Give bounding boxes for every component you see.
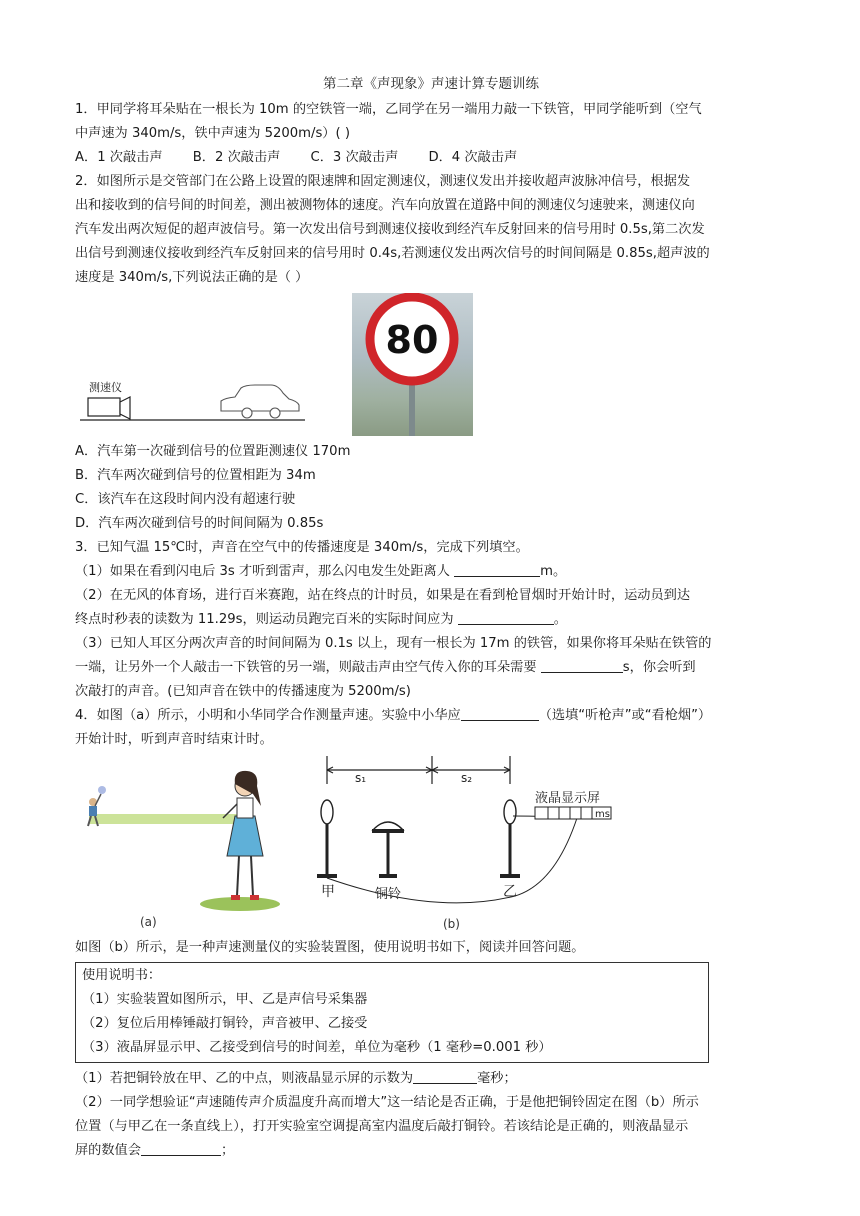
q2-option-d: D．汽车两次碰到信号的时间间隔为 0.85s xyxy=(75,516,324,531)
q3-blank-2[interactable] xyxy=(458,610,554,625)
worksheet xyxy=(75,72,787,1163)
q2-figure xyxy=(75,293,787,438)
q2-stem-line3: 汽车发出两次短促的超声波信号。第一次发出信号到测速仪接收到经汽车反射回来的信号用时 0.5s,第二次发 xyxy=(75,222,705,237)
q1-option-d: D．4 次敲击声 xyxy=(428,150,518,165)
q4-figures xyxy=(75,756,787,934)
q3-blank-1[interactable] xyxy=(454,562,540,577)
figure-a-runners xyxy=(75,756,290,934)
q1-option-a: A．1 次敲击声 xyxy=(75,150,163,165)
manual-item-1: （1）实验装置如图所示，甲、乙是声信号采集器 xyxy=(82,992,368,1007)
q3-sub1: （1）如果在看到闪电后 3s 才听到雷声，那么闪电发生处距离人 m。 xyxy=(75,564,567,579)
car-icon xyxy=(221,385,299,418)
collector-jia xyxy=(317,800,337,878)
bell-icon xyxy=(372,822,404,878)
manual-title: 使用说明书： xyxy=(82,968,162,983)
manual-item-2: （2）复位后用棒锤敲打铜铃，声音被甲、乙接受 xyxy=(82,1016,368,1031)
q2-stem-line5: 速度是 340m/s,下列说法正确的是（ ） xyxy=(75,270,309,285)
q1-options xyxy=(75,146,787,170)
q3-sub3-line2: 一端，让另外一个人敲击一下铁管的另一端，则敲击声由空气传入你的耳朵需要 s，你会听到 xyxy=(75,660,696,675)
q4-blank-2[interactable] xyxy=(413,1069,477,1084)
speed-limit-sign-photo xyxy=(352,293,473,436)
q4-blank-3[interactable] xyxy=(141,1141,221,1156)
q2-option-a: A．汽车第一次碰到信号的位置距测速仪 170m xyxy=(75,444,351,459)
figure-b-apparatus xyxy=(315,756,635,934)
instruction-manual-box xyxy=(75,962,709,1063)
q4-stem-line2: 开始计时，听到声音时结束计时。 xyxy=(75,732,273,747)
q2-stem-line2: 出和接收到的信号间的时间差，测出被测物体的速度。汽车向放置在道路中间的测速仪匀速驶来，测速仪向 xyxy=(75,198,695,213)
page-title: 第二章《声现象》声速计算专题训练 xyxy=(323,76,539,92)
q4-sub2-line3: 屏的数值会 ； xyxy=(75,1143,235,1158)
collector-jia-label: 甲 xyxy=(321,884,335,900)
q3-sub3-line3: 次敲打的声音。(已知声音在铁中的传播速度为 5200m/s) xyxy=(75,684,411,699)
q1-option-b: B．2 次敲击声 xyxy=(192,150,281,165)
q3-sub2-line1: （2）在无风的体育场，进行百米赛跑，站在终点的计时员，如果是在看到枪冒烟时开始计时，运动员到达 xyxy=(75,588,691,603)
q3-blank-3[interactable] xyxy=(541,658,623,673)
collector-yi xyxy=(500,800,520,878)
collector-yi-label: 乙 xyxy=(503,884,517,900)
speed-camera-label: 测速仪 xyxy=(89,381,122,394)
q1-stem-line1: 1．甲同学将耳朵贴在一根长为 10m 的空铁管一端，乙同学在另一端用力敲一下铁管，甲同学能听到（空气 xyxy=(75,102,702,117)
q4-blank-1[interactable] xyxy=(461,706,539,721)
q2-stem-line1: 2．如图所示是交管部门在公路上设置的限速牌和固定测速仪，测速仪发出并接收超声波脉冲信号，根据发 xyxy=(75,174,691,189)
timer-girl-figure xyxy=(223,771,263,900)
q3-sub2-line2: 终点时秒表的读数为 11.29s，则运动员跑完百米的实际时间应为 。 xyxy=(75,612,567,627)
q4-stem-line1: 4．如图（a）所示，小明和小华同学合作测量声速。实验中小华应 （选填“听枪声”或“看枪烟”） xyxy=(75,708,712,723)
q2-option-b: B．汽车两次碰到信号的位置相距为 34m xyxy=(75,468,316,483)
distance-s2-label: s₂ xyxy=(461,771,473,785)
speed-limit-number: 80 xyxy=(385,318,439,362)
manual-item-3: （3）液晶屏显示甲、乙接受到信号的时间差，单位为毫秒（1 毫秒=0.001 秒） xyxy=(82,1040,552,1055)
q1-option-c: C．3 次敲击声 xyxy=(310,150,399,165)
q4-sub2-line1: （2）一同学想验证“声速随传声介质温度升高而增大”这一结论是否正确，于是他把铜铃固定在图（b）所示 xyxy=(75,1095,699,1110)
q2-option-c: C．该汽车在这段时间内没有超速行驶 xyxy=(75,492,296,507)
figure-a-caption: (a) xyxy=(140,915,157,929)
distance-s1-label: s₁ xyxy=(355,771,367,785)
bell-label: 铜铃 xyxy=(375,887,402,902)
q3-sub3-line1: （3）已知人耳区分两次声音的时间间隔为 0.1s 以上，现有一根长为 17m 的铁管，如果你将耳朵贴在铁管的 xyxy=(75,636,712,651)
lcd-label: 液晶显示屏 xyxy=(535,791,601,806)
q4-sub1: （1）若把铜铃放在甲、乙的中点，则液晶显示屏的示数为 毫秒； xyxy=(75,1071,517,1086)
q1-stem-line2: 中声速为 340m/s，铁中声速为 5200m/s）( ) xyxy=(75,126,350,141)
q2-stem-line4: 出信号到测速仪接收到经汽车反射回来的信号用时 0.4s,若测速仪发出两次信号的时间间隔是 0.85s,超声波的 xyxy=(75,246,710,261)
speed-camera-icon xyxy=(88,398,120,416)
lcd-unit: ms xyxy=(595,809,610,820)
q4-sub2-line2: 位置（与甲乙在一条直线上），打开实验室空调提高室内温度后敲打铜铃。若该结论是正确的，则液晶显示 xyxy=(75,1119,689,1134)
figure-b-caption: (b) xyxy=(443,917,460,931)
speed-camera-diagram xyxy=(75,293,345,438)
q3-intro: 3．已知气温 15℃时，声音在空气中的传播速度是 340m/s，完成下列填空。 xyxy=(75,540,529,555)
q4-figure-b-intro: 如图（b）所示，是一种声速测量仪的实验装置图，使用说明书如下，阅读并回答问题。 xyxy=(75,940,585,955)
